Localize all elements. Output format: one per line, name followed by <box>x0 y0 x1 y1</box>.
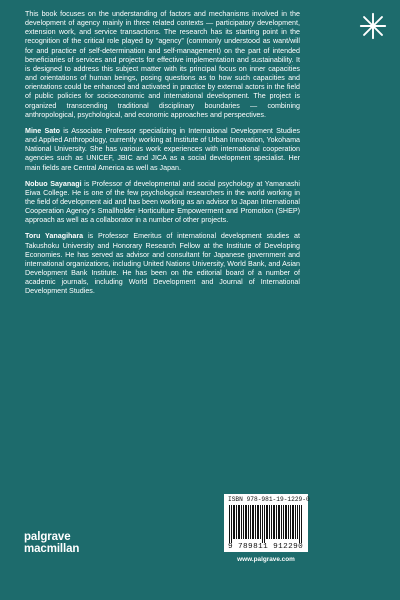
author-bio-3 <box>25 232 300 296</box>
author-name-mine-sato: Mine Sato <box>25 126 60 135</box>
author-bio-text-mine-sato: is Associate Professor specializing in International Development Studies and Applied Anthropology, currently working at Institute of Urban Innovation, Yokohama National University. She has various work experiences with international cooperation agencies such as UNICEF, JBIC and JICA as a social development specialist. Her main fields are Central America as well as Japan. <box>25 126 300 172</box>
publisher-website[interactable]: www.palgrave.com <box>237 556 295 563</box>
book-description: This book focuses on the understanding of factors and mechanisms involved in the development of agency mainly in three related contexts — participatory development, extension work, and service transactions. The research has its starting point in the recognition of the critical role played by “agency” (commonly understood as want/will for and practice of self-determination and self-management) on the part of intended beneficiaries of services and projects for effective implementation and sustainability. It is designed to address this subject matter with its principal focus on inner capacities and orientations of human beings, posing questions as to how such capacities and orientations could be enhanced and activated in practice by external actors in the field of public policies for socioeconomic and international development. The project is organized transcending traditional disciplinary boundaries — combining anthropological, psychological, and economic approaches and perspectives. <box>25 10 300 119</box>
author-bio-1 <box>25 127 300 173</box>
springer-star-icon <box>352 7 393 44</box>
author-bio-text-toru-yanagihara: is Professor Emeritus of international development studies at Takushoku University and Honorary Research Fellow at the Institute of Developing Economies. He has served as advisor and consultant for Japanese government and international organizations, including United Nations University, World Bank, and Asian Development Bank Institute. He has been on the editorial board of a number of academic journals, including World Development and Journal of International Development Studies. <box>25 232 300 296</box>
author-name-nobuo-sayanagi: Nobuo Sayanagi <box>25 179 82 188</box>
author-name-toru-yanagihara: Toru Yanagihara <box>25 232 84 241</box>
springer-star-symbol <box>357 10 389 42</box>
barcode-image <box>228 505 304 543</box>
publisher-line-1: palgrave <box>24 531 71 543</box>
author-bio-2 <box>25 180 300 226</box>
author-bio-text-nobuo-sayanagi: is Professor of developmental and social psychology at Yamanashi Eiwa College. He is one of the few psychological researchers in the world working in the field of development aid and has been working as an advisor to Japan International Cooperation Agency’s Smallholder Horticulture Empowerment and Promotion (SHEP) approach as well as a collaborator in a number of other projects. <box>25 179 300 225</box>
barcode-label <box>224 494 308 552</box>
publisher-logo <box>24 531 79 555</box>
isbn-text: ISBN 978-981-19-1229-0 <box>228 496 310 503</box>
publisher-line-2: macmillan <box>24 543 80 556</box>
barcode-number: 9 789811 912290 <box>228 543 304 552</box>
